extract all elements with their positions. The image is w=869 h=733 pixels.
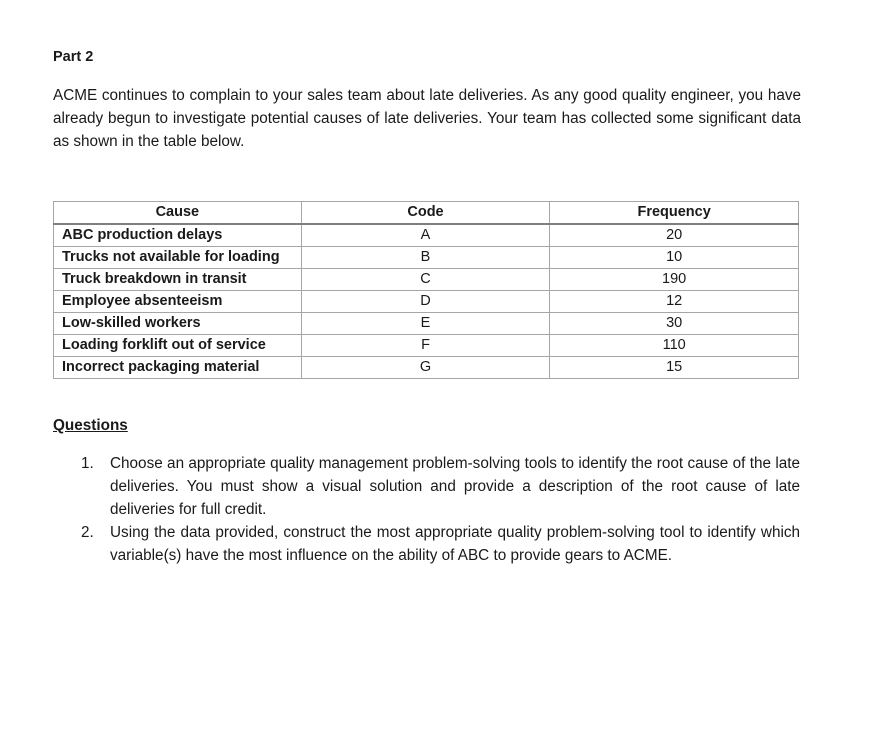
header-code: Code	[301, 202, 550, 225]
cause-cell: Trucks not available for loading	[54, 247, 302, 269]
part-title: Part 2	[53, 49, 94, 65]
frequency-cell: 110	[550, 335, 799, 357]
code-cell: F	[301, 335, 550, 357]
code-cell: E	[301, 313, 550, 335]
code-cell: A	[301, 224, 550, 247]
code-cell: G	[301, 357, 550, 379]
cause-cell: Truck breakdown in transit	[54, 269, 302, 291]
code-cell: B	[301, 247, 550, 269]
header-frequency: Frequency	[550, 202, 799, 225]
intro-paragraph: ACME continues to complain to your sales team about late deliveries. As any good quality engineer, you have already begun to investigate potential causes of late deliveries. Your team has collected some significant data as shown in the table below.	[53, 87, 801, 150]
table-row	[54, 291, 799, 313]
frequency-cell: 20	[550, 224, 799, 247]
table-row	[54, 224, 799, 247]
cause-cell: ABC production delays	[54, 224, 302, 247]
header-cause: Cause	[54, 202, 302, 225]
frequency-cell: 190	[550, 269, 799, 291]
table-row	[54, 335, 799, 357]
cause-cell: Low-skilled workers	[54, 313, 302, 335]
question-number: 2.	[81, 524, 94, 541]
frequency-cell: 10	[550, 247, 799, 269]
frequency-cell: 12	[550, 291, 799, 313]
questions-heading: Questions	[53, 417, 128, 434]
table-row	[54, 357, 799, 379]
cause-cell: Employee absenteeism	[54, 291, 302, 313]
frequency-cell: 15	[550, 357, 799, 379]
question-item	[81, 452, 800, 521]
cause-cell: Incorrect packaging material	[54, 357, 302, 379]
table-header-row	[54, 202, 799, 225]
code-cell: D	[301, 291, 550, 313]
question-item	[81, 521, 800, 567]
table-row	[54, 247, 799, 269]
question-text: Choose an appropriate quality management problem-solving tools to identify the root cause of the late deliveries. You must show a visual solution and provide a description of the root cause of late deliveries for full credit.	[110, 455, 800, 518]
table-row	[54, 313, 799, 335]
code-cell: C	[301, 269, 550, 291]
question-number: 1.	[81, 455, 94, 472]
cause-cell: Loading forklift out of service	[54, 335, 302, 357]
questions-list	[81, 452, 800, 567]
question-text: Using the data provided, construct the most appropriate quality problem-solving tool to identify which variable(s) have the most influence on the ability of ABC to provide gears to ACME.	[110, 524, 800, 564]
frequency-cell: 30	[550, 313, 799, 335]
table-row	[54, 269, 799, 291]
causes-table	[53, 201, 799, 379]
